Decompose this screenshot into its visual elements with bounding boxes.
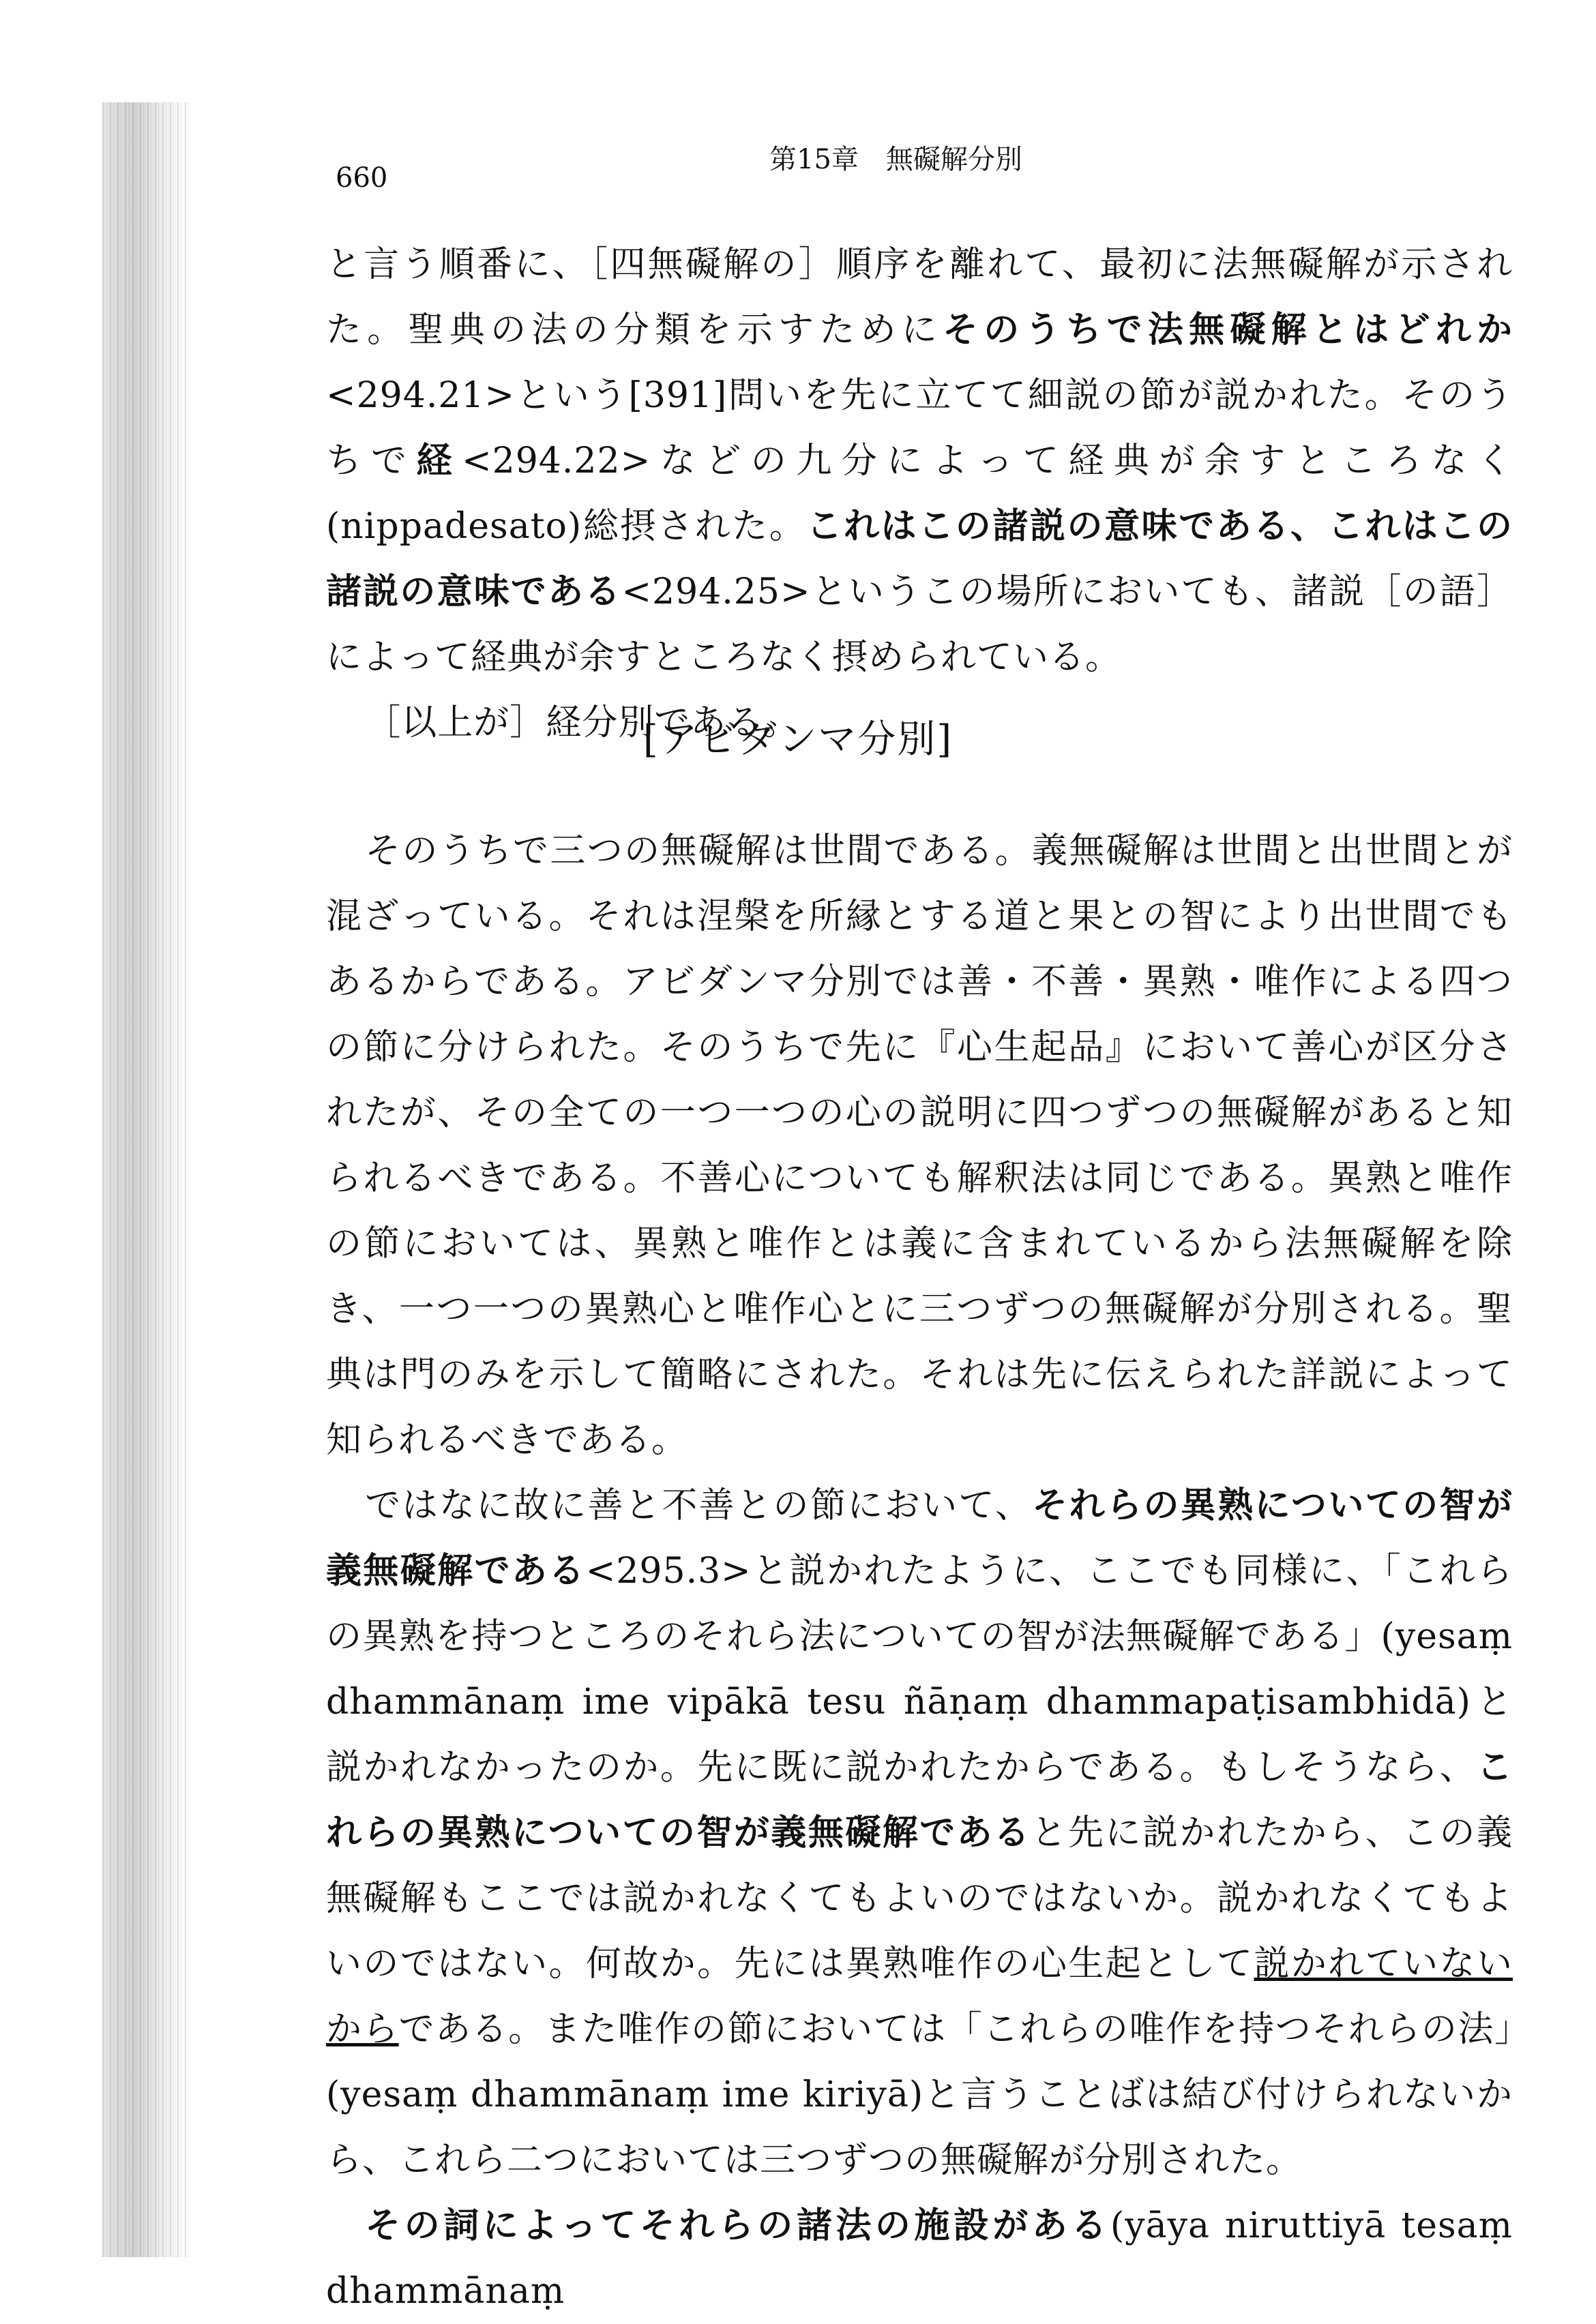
binding-gutter [102, 102, 191, 2257]
bold-term: それらの異熟についての智が義無礙解である [326, 1485, 1513, 1592]
page-number: 660 [336, 162, 388, 194]
paragraph-4: ではなに故に善と不善との節において、それらの異熟についての智が義無礙解である<295.3>と説かれたように、ここでも同様に、「これらの異熟を持つところのそれら法についての智が法無礙解である」(yesaṃ dhammānaṃ ime vipākā tesu ñāṇaṃ dhammapaṭisambhidā)と説かれなかったのか。先に既に説かれたからである。もしそうなら、これらの異熟についての智が義無礙解であると先に説かれたから、この義無礙解もここでは説かれなくてもよいのではないか。説かれなくてもよいのではない。何故か。先には異熟唯作の心生起として説かれていないからである。また唯作の節においては「これらの唯作を持つそれらの法」(yesaṃ dhammānaṃ ime kiriyā)と言うことばは結び付けられないから、これら二つにおいては三つずつの無礙解が分別された。 [326, 1485, 1513, 2181]
bold-term: 経 [416, 440, 462, 481]
paragraph-3: そのうちで三つの無礙解は世間である。義無礙解は世間と出世間とが混ざっている。それは涅槃を所縁とする道と果との智により出世間でもあるからである。アビダンマ分別では善・不善・異熟・唯作による四つの節に分けられた。そのうちで先に『心生起品』において善心が区分されたが、その全ての一つ一つの心の説明に四つずつの無礙解があると知られるべきである。不善心についても解釈法は同じである。異熟と唯作の節においては、異熟と唯作とは義に含まれているから法無礙解を除き、一つ一つの異熟心と唯作心とに三つずつの無礙解が分別される。聖典は門のみを示して簡略にされた。それは先に伝えられた詳説によって知られるべきである。 [326, 831, 1513, 1461]
paragraph-1: と言う順番に、［四無礙解の］順序を離れて、最初に法無礙解が示された。聖典の法の分類を示すためにそのうちで法無礙解とはどれか<294.21>という[391]問いを先に立てて細説の節が説かれた。そのうちで経<294.22>などの九分によって経典が余すところなく(nippadesato)総摂された。これはこの諸説の意味である、これはこの諸説の意味である<294.25>というこの場所においても、諸説［の語］によって経典が余すところなく摂められている。 [326, 244, 1513, 678]
bold-term: その詞によってそれらの諸法の施設がある [365, 2205, 1110, 2246]
bold-term: これらの異熟についての智が義無礙解である [326, 1746, 1513, 1853]
paragraph-2: ［以上が］経分別である。 [365, 702, 799, 743]
underlined-phrase: 説かれていないから [326, 1943, 1513, 2050]
text-block-abhidhamma [326, 818, 1513, 2324]
bold-term: これはこの諸説の意味である、これはこの諸説の意味である [326, 505, 1513, 612]
bold-term: そのうちで法無礙解とはどれか [943, 309, 1513, 351]
paragraph-5: その詞によってそれらの諸法の施設がある(yāya niruttiyā tesaṃ dhammānaṃ [326, 2205, 1513, 2312]
text-block-sutta [326, 232, 1513, 756]
page-header [0, 136, 1596, 194]
running-head: 第15章 無礙解分別 [769, 144, 1022, 175]
section-heading: [アビダンマ分別] [642, 717, 954, 762]
